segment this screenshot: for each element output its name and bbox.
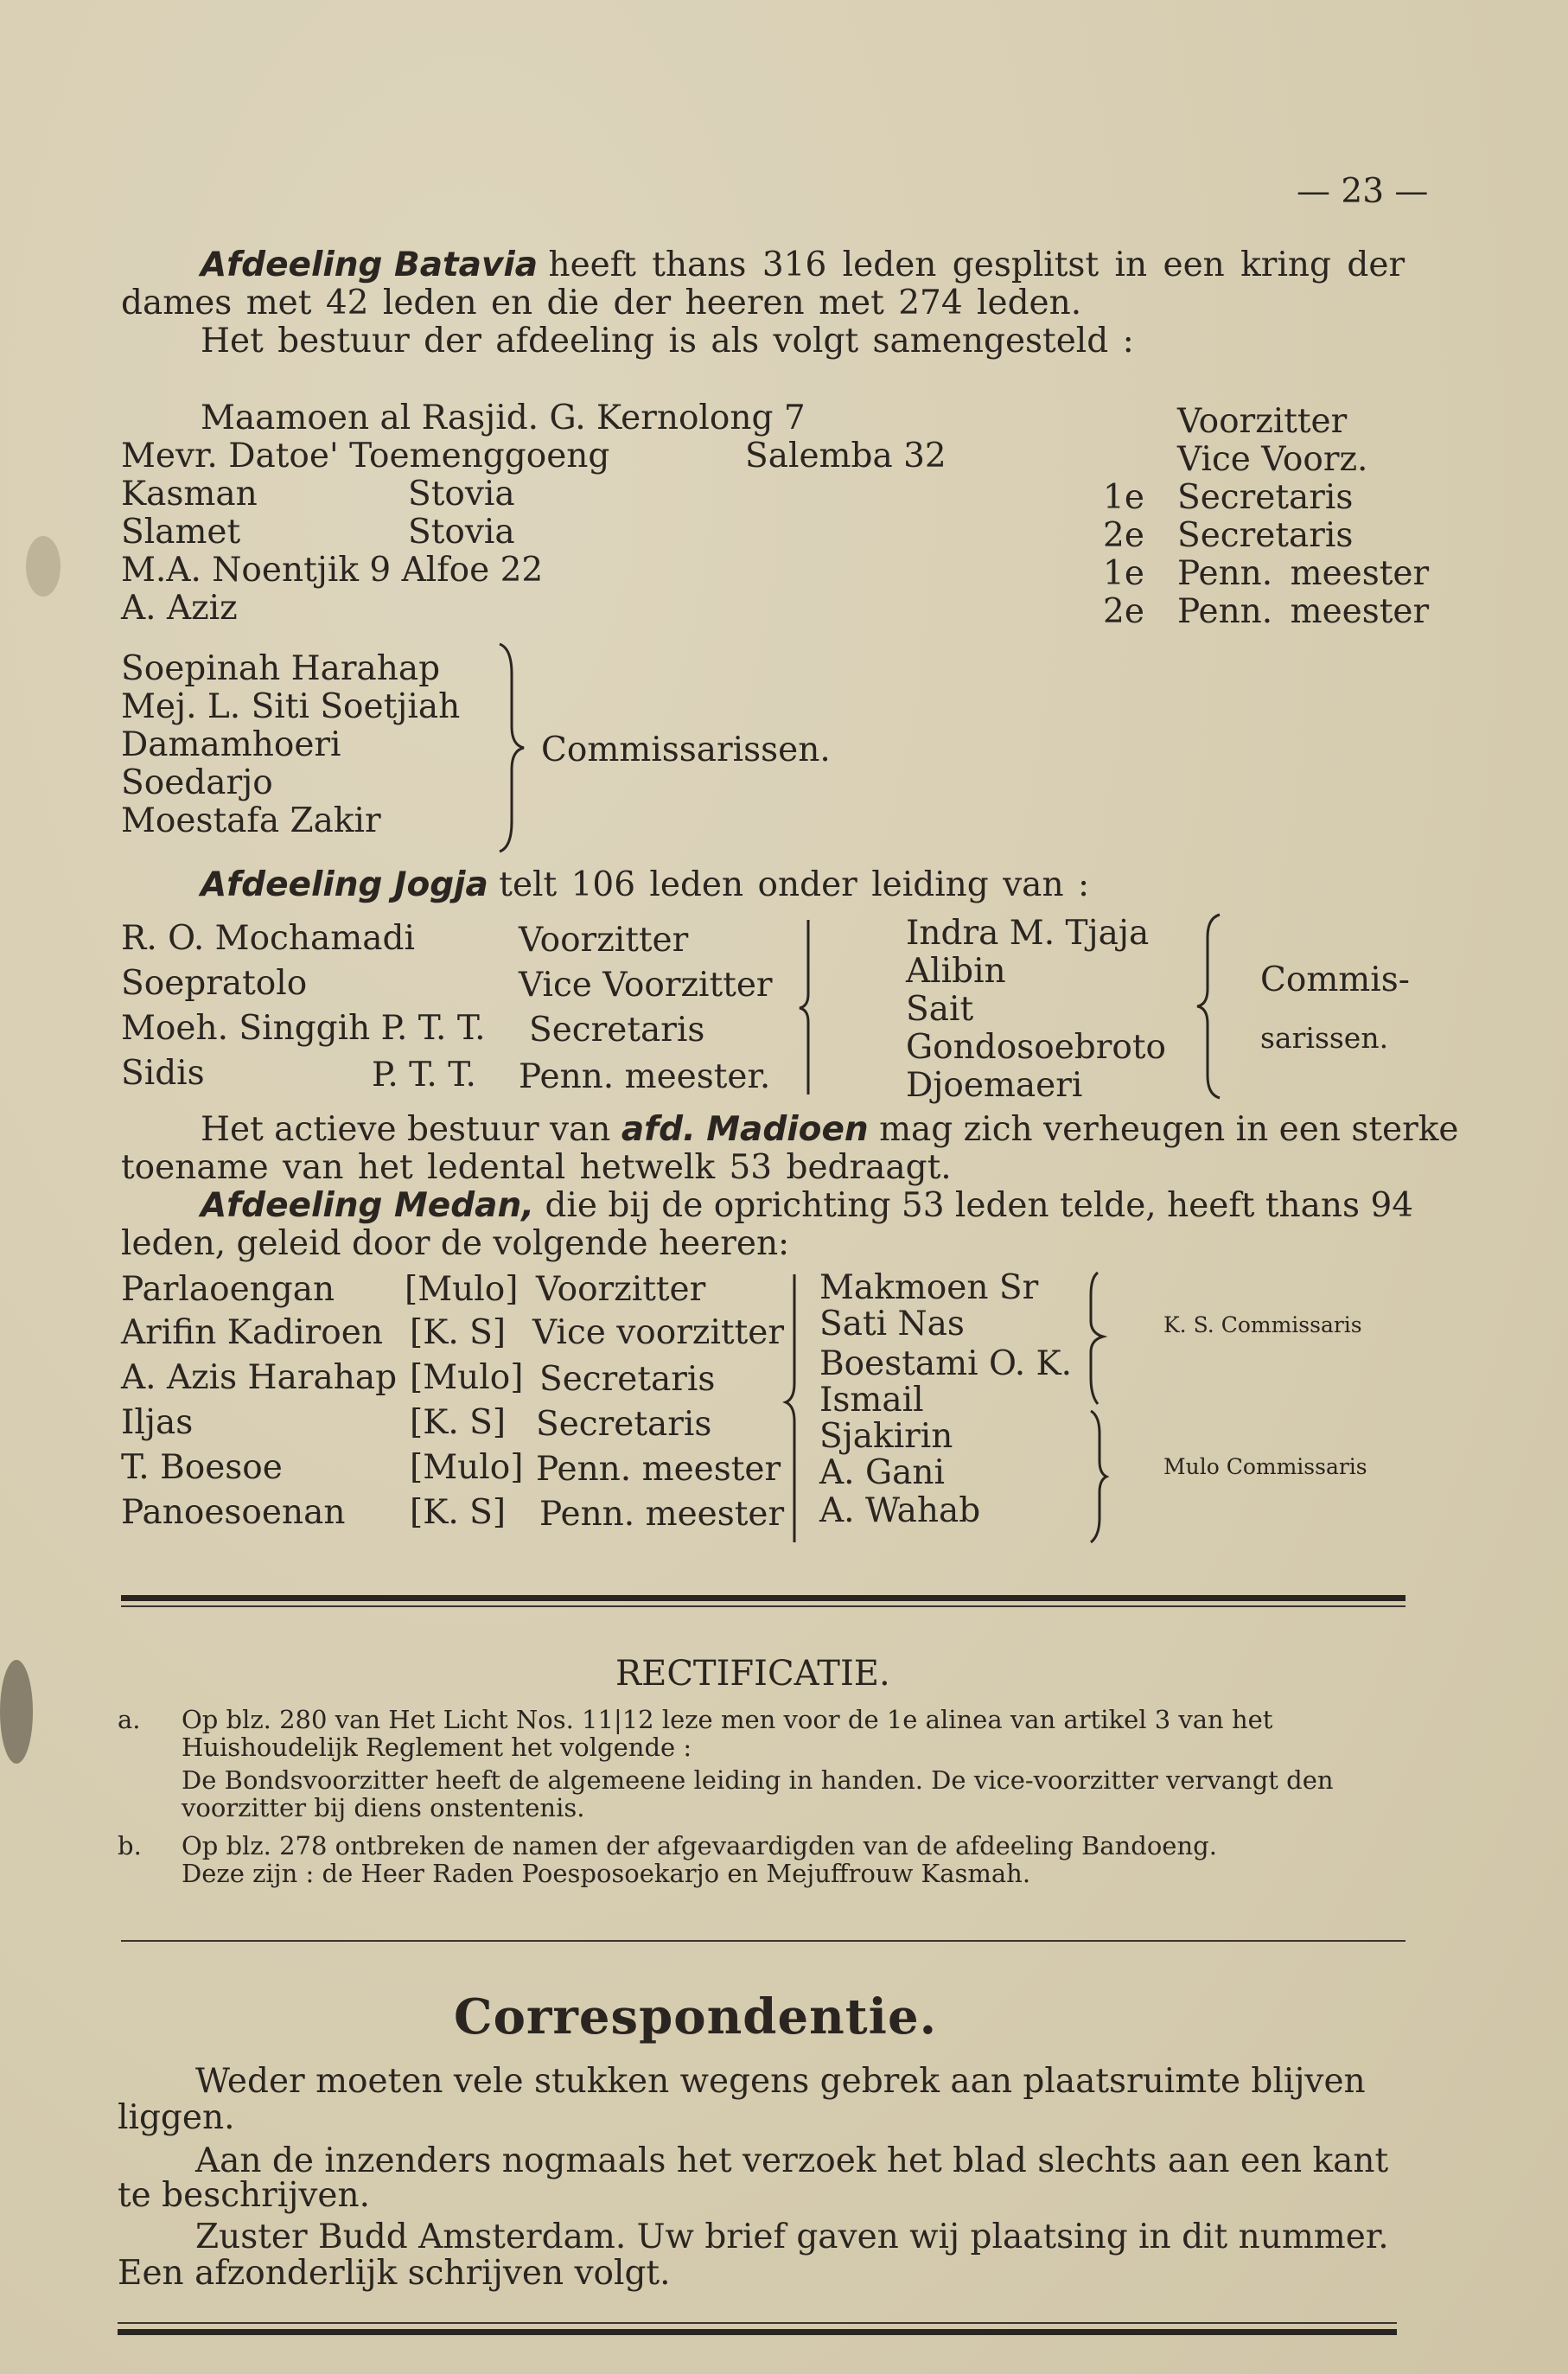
- medan-board-name: Iljas: [121, 1403, 194, 1442]
- medan-board-bracket: [782, 1271, 817, 1548]
- jogja-board-bracket: [782, 916, 817, 1098]
- medan-commissioner: Sjakirin: [819, 1417, 953, 1456]
- jogja-board-role: Secretaris: [529, 1011, 705, 1050]
- medan-ks-label: K. S. Commissaris: [1163, 1312, 1362, 1337]
- batavia-member-name: Kasman: [121, 475, 258, 514]
- correspondentie-line: Weder moeten vele stukken wegens gebrek aan plaatsruimte blijven: [195, 2062, 1366, 2101]
- batavia-member-role: Secretaris: [1177, 516, 1354, 555]
- batavia-member-name: A. Aziz: [121, 589, 238, 628]
- medan-commissioner: A. Wahab: [819, 1491, 981, 1530]
- jogja-board-role: Penn. meester.: [519, 1057, 771, 1096]
- jogja-commissioner: Gondosoebroto: [906, 1028, 1167, 1067]
- batavia-commissioners-label: Commissarissen.: [541, 731, 831, 769]
- madioen-line-2: toename van het ledental hetwelk 53 bedraagt.: [121, 1148, 952, 1187]
- paper-stain: [0, 1660, 33, 1764]
- batavia-commissioner: Damamhoeri: [121, 725, 341, 764]
- batavia-member-role: Secretaris: [1177, 478, 1354, 517]
- rectificatie-item-letter: a.: [118, 1705, 141, 1734]
- batavia-member-name: Mevr. Datoe' Toemenggoeng: [121, 437, 610, 475]
- medan-intro-line-2: leden, geleid door de volgende heeren:: [121, 1224, 790, 1263]
- batavia-intro-rest: heeft thans 316 leden gesplitst in een kring der: [548, 246, 1405, 284]
- jogja-board-role: Vice Voorzitter: [519, 966, 773, 1005]
- batavia-member-num: 2e: [1103, 592, 1144, 631]
- medan-board-school: [K. S]: [410, 1403, 507, 1442]
- medan-mulo-brace: [1080, 1407, 1115, 1546]
- rectificatie-line: voorzitter bij diens onstentenis.: [182, 1793, 585, 1822]
- batavia-commissioner: Soepinah Harahap: [121, 649, 441, 688]
- batavia-commissioner: Soedarjo: [121, 763, 273, 802]
- batavia-heading: Afdeeling Batavia: [201, 246, 539, 284]
- page-number: — 23 —: [1297, 172, 1429, 211]
- medan-commissioner: Sati Nas: [819, 1305, 965, 1343]
- batavia-member-name: Maamoen al Rasjid. G. Kernolong 7: [201, 399, 806, 437]
- jogja-commissioner: Indra M. Tjaja: [906, 914, 1150, 953]
- medan-intro-rest: die bij de oprichting 53 leden telde, heeft thans 94: [545, 1186, 1414, 1225]
- batavia-member-name: M.A. Noentjik 9 Alfoe 22: [121, 551, 544, 590]
- batavia-member-role: Penn. meester: [1177, 554, 1430, 593]
- medan-board-role: Vice voorzitter: [532, 1313, 784, 1352]
- medan-commissioner: A. Gani: [819, 1453, 945, 1492]
- medan-ks-brace: [1080, 1269, 1115, 1407]
- divider-rule: [121, 1595, 1405, 1601]
- batavia-commissioners-brace: [493, 640, 527, 856]
- paper-stain: [26, 536, 61, 597]
- medan-board-name: A. Azis Harahap: [121, 1358, 398, 1397]
- batavia-commissioner: Mej. L. Siti Soetjiah: [121, 687, 461, 726]
- correspondentie-line: Aan de inzenders nogmaals het verzoek het blad slechts aan een kant: [195, 2141, 1389, 2180]
- medan-board-name: Parlaoengan: [121, 1270, 335, 1309]
- jogja-intro-rest: telt 106 leden onder leiding van :: [499, 865, 1090, 904]
- medan-heading: Afdeeling Medan,: [201, 1186, 535, 1225]
- jogja-board-name: Moeh. Singgih P. T. T.: [121, 1009, 486, 1048]
- jogja-intro: [201, 866, 1089, 904]
- rectificatie-line: Huishoudelijk Reglement het volgende :: [182, 1733, 692, 1762]
- medan-board-name: T. Boesoe: [121, 1448, 283, 1487]
- medan-board-school: [K. S]: [410, 1313, 507, 1352]
- jogja-board-name: Sidis: [121, 1054, 205, 1093]
- medan-board-school: [K. S]: [410, 1493, 507, 1532]
- jogja-commissioners-label-1: Commis-: [1260, 960, 1410, 999]
- medan-board-school: [Mulo]: [410, 1358, 524, 1397]
- correspondentie-line: te beschrijven.: [118, 2176, 371, 2215]
- divider-rule: [121, 1605, 1405, 1607]
- jogja-board-name: Soepratolo: [121, 964, 308, 1003]
- batavia-member-role: Penn. meester: [1177, 592, 1430, 631]
- batavia-member-role: Vice Voorz.: [1177, 440, 1368, 479]
- divider-rule: [121, 1940, 1405, 1942]
- medan-board-name: Panoesoenan: [121, 1493, 346, 1532]
- correspondentie-line: liggen.: [118, 2098, 235, 2137]
- medan-board-role: Penn. meester: [539, 1495, 785, 1534]
- jogja-commissioner: Alibin: [906, 952, 1006, 991]
- madioen-line-1: [201, 1111, 1458, 1149]
- rectificatie-title: RECTIFICATIE.: [615, 1654, 890, 1694]
- jogja-commissioners-label-2: sarissen.: [1260, 1021, 1389, 1055]
- batavia-member-num: 2e: [1103, 516, 1144, 555]
- madioen-afd: afd.: [621, 1110, 696, 1149]
- rectificatie-line: Op blz. 278 ontbreken de namen der afgevaardigden van de afdeeling Bandoeng.: [182, 1831, 1217, 1860]
- rectificatie-item-letter: b.: [118, 1831, 142, 1860]
- batavia-intro-line-1: [201, 246, 1405, 284]
- correspondentie-line: Een afzonderlijk schrijven volgt.: [118, 2254, 671, 2293]
- correspondentie-line: Zuster Budd Amsterdam. Uw brief gaven wij plaatsing in dit nummer.: [195, 2218, 1389, 2256]
- medan-commissioner: Boestami O. K.: [819, 1344, 1073, 1383]
- medan-board-role: Voorzitter: [536, 1270, 706, 1309]
- medan-board-name: Arifin Kadiroen: [121, 1313, 383, 1352]
- jogja-board-mid: P. T. T.: [372, 1056, 476, 1094]
- medan-intro-line-1: [201, 1187, 1413, 1225]
- medan-commissioner: Makmoen Sr: [819, 1268, 1039, 1307]
- medan-board-school: [Mulo]: [410, 1448, 524, 1487]
- rectificatie-line: Deze zijn : de Heer Raden Poesposoekarjo en Mejuffrouw Kasmah.: [182, 1859, 1031, 1888]
- rectificatie-line: Op blz. 280 van Het Licht Nos. 11|12 leze men voor de 1e alinea van artikel 3 van het: [182, 1705, 1273, 1734]
- batavia-member-role: Voorzitter: [1177, 402, 1348, 441]
- batavia-intro-line-3: Het bestuur der afdeeling is als volgt samengesteld :: [201, 322, 1134, 361]
- madioen-post: mag zich verheugen in een sterke: [879, 1110, 1459, 1149]
- batavia-member-num: 1e: [1103, 478, 1144, 517]
- medan-board-role: Secretaris: [539, 1360, 716, 1399]
- batavia-intro-line-2: dames met 42 leden en die der heeren met 274 leden.: [121, 284, 1082, 322]
- medan-commissioner: Ismail: [819, 1381, 924, 1420]
- jogja-board-name: R. O. Mochamadi: [121, 919, 415, 958]
- jogja-board-role: Voorzitter: [519, 921, 689, 960]
- jogja-commissioner: Djoemaeri: [906, 1066, 1083, 1105]
- batavia-member-num: 1e: [1103, 554, 1144, 593]
- medan-board-role: Secretaris: [536, 1405, 712, 1444]
- divider-rule: [118, 2329, 1397, 2335]
- medan-board-school: [Mulo]: [405, 1270, 519, 1309]
- jogja-commissioners-brace: [1189, 911, 1232, 1101]
- batavia-member-extra: Stovia: [408, 475, 515, 514]
- madioen-pre: Het actieve bestuur van: [201, 1110, 611, 1149]
- divider-rule: [118, 2322, 1397, 2324]
- correspondentie-title: Correspondentie.: [454, 1988, 938, 2045]
- jogja-heading: Afdeeling Jogja: [201, 865, 488, 904]
- batavia-member-extra: Salemba 32: [745, 437, 947, 475]
- batavia-member-extra: Stovia: [408, 513, 515, 552]
- rectificatie-line: De Bondsvoorzitter heeft de algemeene leiding in handen. De vice-voorzitter vervangt den: [182, 1765, 1334, 1795]
- batavia-commissioner: Moestafa Zakir: [121, 801, 381, 840]
- batavia-member-name: Slamet: [121, 513, 241, 552]
- medan-board-role: Penn. meester: [536, 1450, 781, 1489]
- medan-mulo-label: Mulo Commissaris: [1163, 1454, 1367, 1479]
- jogja-commissioner: Sait: [906, 990, 974, 1029]
- madioen-name: Madioen: [706, 1110, 869, 1149]
